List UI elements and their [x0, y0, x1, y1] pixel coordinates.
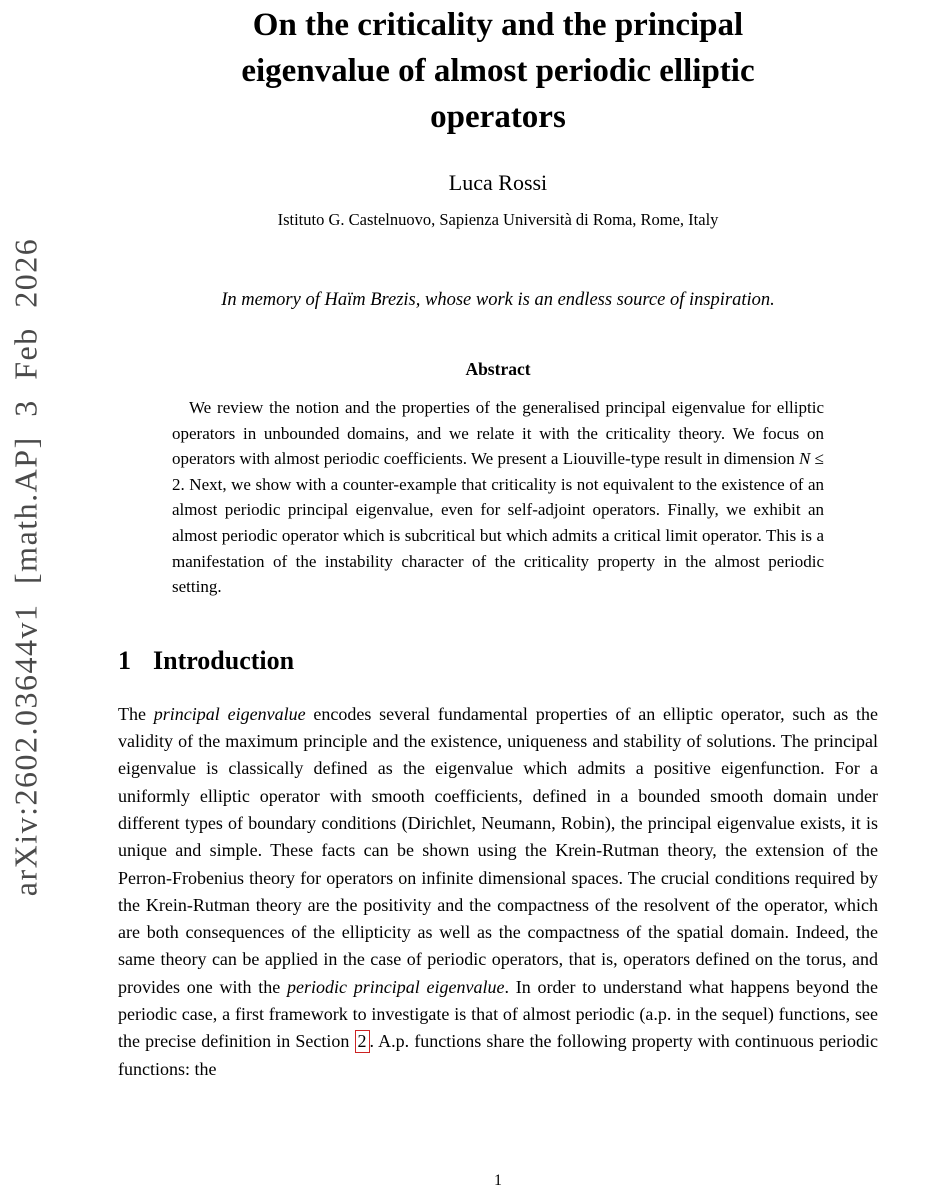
text-segment: encodes several fundamental properties of an elliptic operator, such as the validity of the maximum principle and the existence, uniqueness and stability of solutions. The principal eigenvalue is classically defined as the eigenvalue which admits a positive eigenfunction. For a uniformly elliptic operator with smooth coefficients, defined in a bounded smooth domain under different types of boundary conditions (Dirichlet, Neumann, Robin), the principal eigenvalue exists, it is unique and simple. These facts can be shown using the Krein-Rutman theory, the extension of the Perron-Frobenius theory for operators on infinite dimensional spaces. The crucial conditions required by the Krein-Rutman theory are the positivity and the compactness of the resolvent of the operator, which are both consequences of the ellipticity as well as the compactness of the spatial domain. Indeed, the same theory can be applied in the case of periodic operators, that is, operators defined on the torus, and provides one with the [118, 703, 878, 997]
paper-title-line-3: operators [430, 99, 566, 135]
paper-title-line-2: eigenvalue of almost periodic elliptic [241, 53, 755, 89]
text-segment: ≤ 2. Next, we show with a counter-example that criticality is not equivalent to the existence of an almost periodic principal eigenvalue, even for self-adjoint operators. Finally, we exhibit an almost periodic operator which is subcritical but which admits a critical limit operator. This is a manifestation of the instability character of the criticality property in the almost periodic setting. [172, 449, 824, 597]
text-column [118, 0, 878, 1101]
text-segment: . In order to understand what happens beyond the periodic case, a first framework to investigate is that of almost periodic (a.p. in the sequel) functions, see the precise definition in Section [118, 976, 878, 1052]
section-2-link[interactable]: 2 [355, 1030, 370, 1053]
abstract-paragraph [172, 395, 824, 600]
author-affiliation: Istituto G. Castelnuovo, Sapienza Università di Roma, Rome, Italy [277, 210, 719, 229]
section-title: Introduction [153, 645, 295, 675]
text-segment: periodic principal eigenvalue [287, 976, 505, 997]
text-segment: principal eigenvalue [153, 703, 306, 724]
author-name: Luca Rossi [448, 170, 548, 195]
text-segment: N [799, 449, 811, 469]
introduction-paragraph [118, 701, 878, 1083]
page-number: 1 [494, 1172, 502, 1189]
text-segment: The [118, 703, 154, 724]
abstract-heading: Abstract [465, 359, 531, 379]
paper-title [118, 2, 878, 140]
text-segment: . A.p. functions share the following property with continuous periodic functions: the [118, 1031, 878, 1079]
section-number: 1 [118, 645, 131, 675]
text-segment: We review the notion and the properties of the generalised principal eigenvalue for elliptic operators in unbounded domains, and we relate it with the criticality theory. We focus on operators with almost periodic coefficients. We present a Liouville-type result in dimension [172, 398, 824, 469]
paper-title-line-1: On the criticality and the principal [252, 7, 744, 43]
section-heading-introduction [118, 646, 878, 676]
abstract-section [172, 359, 824, 600]
arxiv-watermark: arXiv:2602.03644v1 [math.AP] 3 Feb 2026 [7, 237, 44, 897]
dedication-text: In memory of Haïm Brezis, whose work is an endless source of inspiration. [221, 290, 775, 310]
